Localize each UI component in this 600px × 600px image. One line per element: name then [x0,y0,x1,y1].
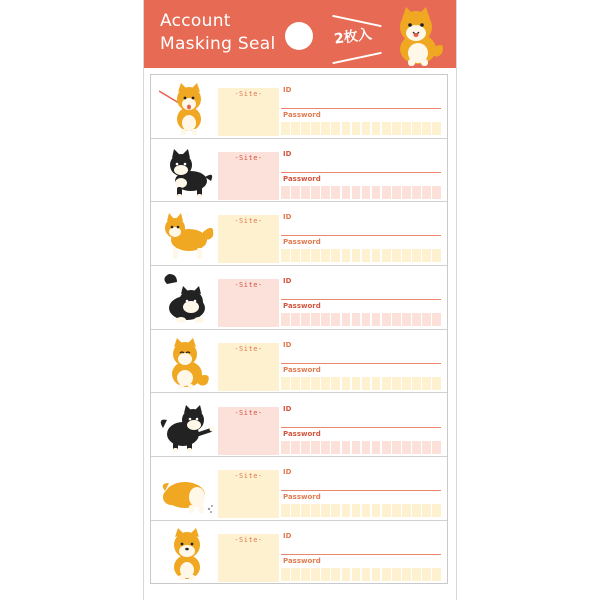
password-label: Password [283,111,321,119]
product-title [160,10,300,56]
site-field[interactable] [218,279,279,327]
password-label: Password [283,493,321,502]
site-field[interactable] [218,343,279,391]
sheet-count-label: 2枚入 [333,26,373,48]
id-label: ID [283,531,292,540]
id-field[interactable] [281,363,441,364]
site-label: -Site- [234,408,263,417]
site-label: -Site- [234,281,263,290]
site-label: -Site- [234,472,263,481]
site-label: -Site- [234,535,263,544]
title-line-2: Masking Seal [160,34,276,54]
seal-row [151,521,447,585]
seal-row [151,266,447,330]
shiba-digging-icon [159,461,215,517]
password-label: Password [283,238,321,247]
id-field[interactable] [281,172,441,173]
site-label: -Site- [234,153,263,162]
id-field[interactable] [281,490,441,491]
id-label: ID [283,213,292,222]
site-field[interactable] [218,534,279,582]
password-field[interactable] [281,122,441,135]
site-field[interactable] [218,88,279,136]
site-field[interactable] [218,215,279,263]
password-field[interactable] [281,377,441,390]
password-field[interactable] [281,568,441,581]
password-label: Password [283,556,321,565]
password-field[interactable] [281,313,441,326]
site-label: -Site- [234,90,263,98]
id-field[interactable] [281,427,441,428]
password-field[interactable] [281,186,441,199]
password-label: Password [283,302,321,311]
black-shiba-standing-icon [159,143,215,199]
seal-row [151,202,447,266]
seal-row [151,75,447,139]
seal-row [151,139,447,203]
seal-row [151,457,447,521]
shiba-looking-back-icon [159,206,215,262]
password-label: Password [283,429,321,438]
id-label: ID [283,468,292,477]
shiba-front-sitting-icon [159,525,215,581]
id-label: ID [283,404,292,413]
id-label: ID [283,340,292,349]
id-field[interactable] [281,554,441,555]
black-shiba-lying-icon [159,270,215,326]
title-line-1: Account [160,11,231,31]
password-field[interactable] [281,441,441,454]
site-field[interactable] [218,152,279,200]
shiba-dog-sitting-icon [384,3,448,67]
seal-row [151,394,447,458]
seal-sheet [150,74,448,584]
id-label: ID [283,277,292,286]
id-field[interactable] [281,299,441,300]
id-field[interactable] [281,235,441,236]
site-field[interactable] [218,407,279,455]
masking-seal-package [143,0,457,600]
hang-hole [285,22,313,50]
password-field[interactable] [281,249,441,262]
id-label: ID [283,86,292,94]
site-field[interactable] [218,470,279,518]
site-label: -Site- [234,344,263,353]
password-field[interactable] [281,504,441,517]
site-label: -Site- [234,217,263,226]
id-label: ID [283,149,292,158]
black-shiba-pawing-icon [159,398,215,454]
id-field[interactable] [281,108,441,109]
password-label: Password [283,365,321,374]
password-label: Password [283,174,321,183]
shiba-with-leash-icon [159,79,215,135]
package-header [144,0,456,68]
shiba-sitting-icon [159,334,215,390]
seal-row [151,330,447,394]
count-accent-line [332,52,381,64]
